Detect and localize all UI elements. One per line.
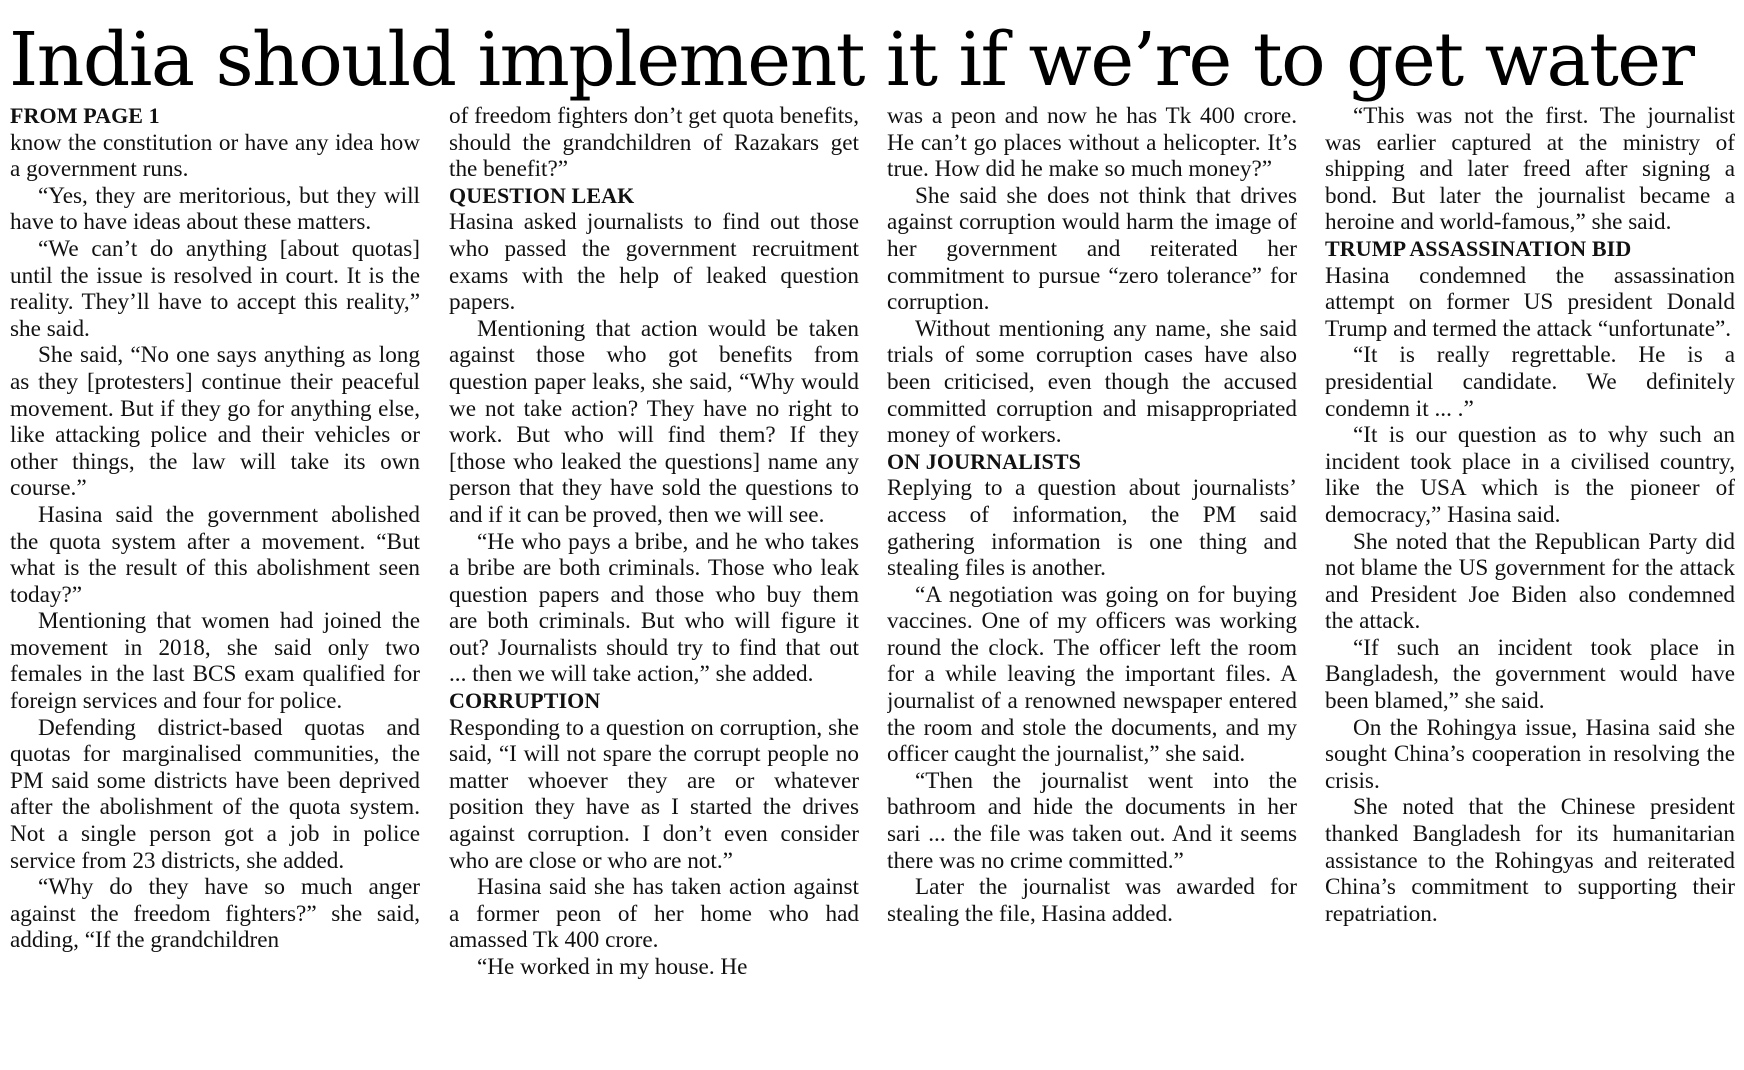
paragraph: of freedom fighters don’t get quota benefits, should the grandchildren of Razakars get the benefit?” — [449, 103, 859, 183]
paragraph: “It is really regrettable. He is a presidential candidate. We definitely condemn it ... .” — [1325, 342, 1735, 422]
paragraph: “Then the journalist went into the bathroom and hide the documents in her sari ... the file was taken out. And it seems there was no crime committed.” — [887, 767, 1297, 874]
subheading: ON JOURNALISTS — [887, 448, 1081, 474]
paragraph: Defending district-based quotas and quotas for marginalised communities, the PM said some districts have been deprived after the abolishment of the quota system. Not a single person got a job in police service from 23 districts, she added. — [10, 714, 420, 874]
paragraph: Mentioning that action would be taken against those who got benefits from question paper leaks, she said, “Why would we not take action? They have no right to work. But who will find them? If they [those who leaked the questions] name any person that they have sold the questions to and if it can be proved, then we will see. — [449, 315, 859, 528]
paragraph: She said, “No one says anything as long as they [protesters] continue their peaceful movement. But if they go for anything else, like attacking police and their vehicles or other things, the law will take its own course.” — [10, 342, 420, 502]
paragraph: “If such an incident took place in Bangladesh, the government would have been blamed,” she said. — [1325, 634, 1735, 715]
article-column-2 — [449, 103, 859, 1063]
paragraph: Hasina said she has taken action against a former peon of her home who had amassed Tk 400 crore. — [449, 874, 859, 954]
paragraph: Responding to a question on corruption, she said, “I will not spare the corrupt people no matter whoever they are or whatever position they have as I started the drives against corruption. I don’t even consider who are close or who are not.” — [449, 714, 859, 874]
paragraph: Mentioning that women had joined the movement in 2018, she said only two females in the last BCS exam qualified for foreign services and four for police. — [10, 608, 420, 715]
subheading: CORRUPTION — [449, 688, 601, 714]
paragraph: “He worked in my house. He — [477, 954, 748, 980]
subheading: FROM PAGE 1 — [10, 103, 160, 128]
paragraph: “He who pays a bribe, and he who takes a bribe are both criminals. Those who leak question papers and those who buy them are both criminals. But who will figure it out? Journalists should try to find that out ... then we will take action,” she added. — [449, 528, 859, 688]
paragraph: On the Rohingya issue, Hasina said she sought China’s cooperation in resolving the crisis. — [1325, 714, 1735, 794]
paragraph: Hasina asked journalists to find out those who passed the government recruitment exams with the help of leaked question papers. — [449, 209, 859, 316]
headline: India should implement it if we’re to get water — [9, 17, 1694, 103]
paragraph: Hasina said the government abolished the quota system after a movement. “But what is the result of this abolishment seen today?” — [10, 501, 420, 608]
paragraph: Without mentioning any name, she said trials of some corruption cases have also been criticised, even though the accused committed corruption and misappropriated money of workers. — [887, 315, 1297, 449]
article-column-4 — [1325, 103, 1735, 1063]
paragraph: “A negotiation was going on for buying vaccines. One of my officers was working round the clock. The officer left the room for a while leaving the important files. A journalist of a renowned newspaper entered the room and stole the documents, and my officer caught the journalist,” she said. — [887, 581, 1297, 768]
subheading: TRUMP ASSASSINATION BID — [1325, 235, 1632, 261]
subheading: QUESTION LEAK — [449, 182, 635, 208]
paragraph: know the constitution or have any idea how a government runs. — [10, 129, 420, 183]
paragraph: Later the journalist was awarded for stealing the file, Hasina added. — [887, 874, 1297, 927]
paragraph: “Yes, they are meritorious, but they will have to have ideas about these matters. — [10, 182, 420, 236]
paragraph: Hasina condemned the assassination attempt on former US president Donald Trump and termed the attack “unfortunate”. — [1325, 262, 1735, 342]
paragraph: “We can’t do anything [about quotas] until the issue is resolved in court. It is the reality. They’ll have to accept this reality,” she said. — [10, 235, 420, 342]
article-column-3 — [887, 103, 1297, 1063]
paragraph: “Why do they have so much anger against the freedom fighters?” she said, adding, “If the grandchildren — [10, 874, 420, 954]
paragraph: Replying to a question about journalists’ access of information, the PM said gathering information is one thing and stealing files is another. — [887, 475, 1297, 582]
paragraph: was a peon and now he has Tk 400 crore. He can’t go places without a helicopter. It’s true. How did he make so much money?” — [887, 103, 1297, 183]
article-column-1 — [10, 103, 420, 1063]
paragraph: She noted that the Chinese president thanked Bangladesh for its humanitarian assistance to the Rohingyas and reiterated China’s commitment to supporting their repatriation. — [1325, 794, 1735, 927]
paragraph: She said she does not think that drives against corruption would harm the image of her government and reiterated her commitment to pursue “zero tolerance” for corruption. — [887, 182, 1297, 316]
paragraph: She noted that the Republican Party did not blame the US government for the attack and President Joe Biden also condemned the attack. — [1325, 528, 1735, 635]
paragraph: “It is our question as to why such an incident took place in a civilised country, like the USA which is the pioneer of democracy,” Hasina said. — [1325, 422, 1735, 528]
paragraph: “This was not the first. The journalist was earlier captured at the ministry of shipping and later freed after signing a bond. But later the journalist became a heroine and world-famous,” she said. — [1325, 103, 1735, 236]
